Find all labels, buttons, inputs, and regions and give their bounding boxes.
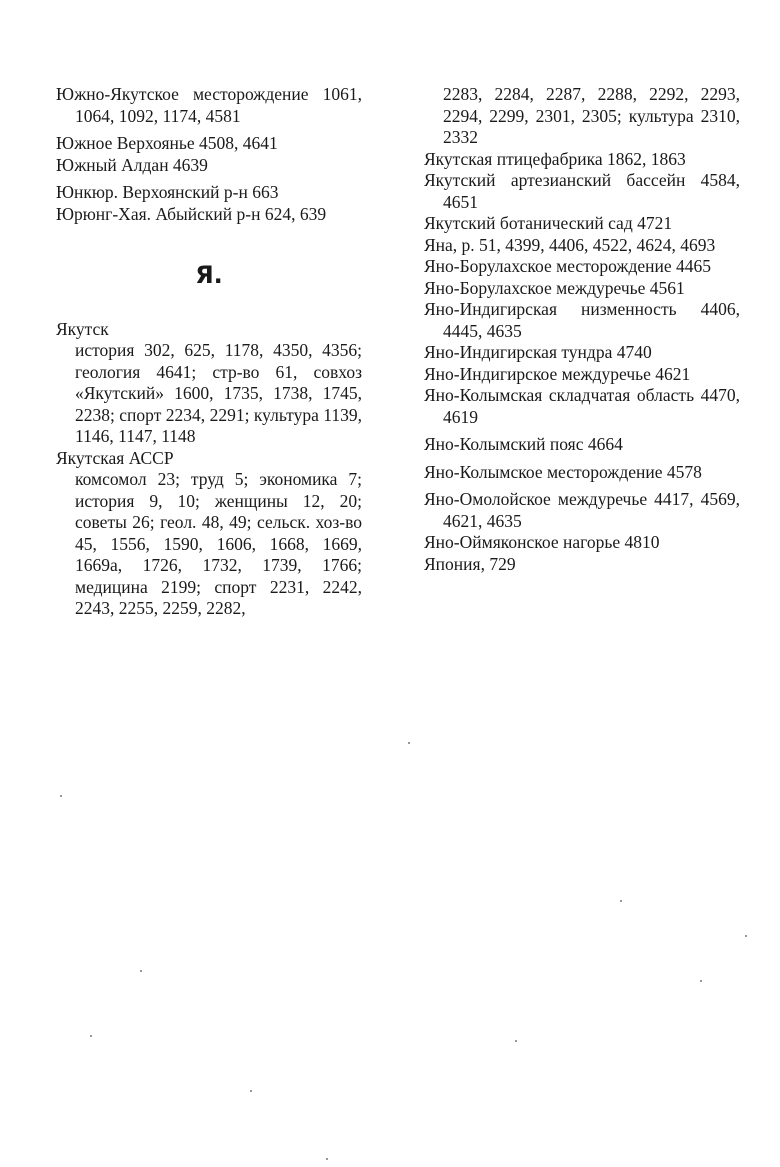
index-entry: Якутская птицефабрика 1862, 1863 [424,148,686,169]
index-entry: Юрюнг-Хая. Абыйский р-н 624, 639 [56,203,327,224]
index-entry: Южный Алдан 4639 [56,154,208,175]
index-entry: Яно-Оймяконское нагорье 4810 [424,532,660,552]
index-entry: Яно-Борулахское месторождение 4465 [424,256,712,276]
scan-speck [408,742,410,744]
scan-speck [90,1035,92,1037]
left-column [56,84,362,620]
index-entry: Яна, р. 51, 4399, 4406, 4522, 4624, 4693 [424,234,716,255]
index-entry: Япония, 729 [424,553,516,574]
scan-speck [140,970,142,972]
scan-speck [326,1158,328,1160]
scan-speck [700,980,702,982]
index-entry-yakutsk [56,319,362,448]
index-entry: Южное Верхоянье 4508, 4641 [56,133,278,153]
entry-continuation: 2283, 2284, 2287, 2288, 2292, 2293, 2294, 2299, 2301, 2305; культура 2310, 2332 [443,84,740,147]
index-entry: Якутский артезианский бассейн 4584, 4651 [424,170,740,212]
section-letter: Я. [195,261,223,289]
entry-body: комсомол 23; труд 5; экономика 7; история 9, 10; женщины 12, 20; советы 26; геол. 48, 49; сельск. хоз-во 45, 1556, 1590, 1606, 1668, 1669, 1669а, 1726, 1732, 1739, 1766; медицина 2199; спорт 2231, 2242, 2243, 2255, 2259, 2282, [75,469,362,618]
index-entry: Яно-Колымское месторождение 4578 [424,461,702,482]
index-entry: Южно-Якутское месторождение 1061, 1064, 1092, 1174, 4581 [56,84,362,126]
index-entry: Якутский ботанический сад 4721 [424,213,673,233]
entry-body: история 302, 625, 1178, 4350, 4356; геология 4641; стр-во 61, совхоз «Якутский» 1600, 1735, 1738, 1745, 2238; спорт 2234, 2291; культура 1139, 1146, 1147, 1148 [75,340,362,446]
entry-heading: Якутская АССР [56,447,174,468]
index-entry: Яно-Колымский пояс 4664 [424,434,623,454]
index-entry: Яно-Колымская складчатая область 4470, 4619 [424,385,740,427]
index-entry: Яно-Индигирская низменность 4406, 4445, 4635 [424,299,740,341]
index-entry-yakutsk-assr [56,448,362,620]
index-entry: Яно-Борулахское междуречье 4561 [424,277,685,298]
scan-speck [620,900,622,902]
index-entry: Яно-Индигирское междуречье 4621 [424,363,691,384]
index-entry: Юнкюр. Верхоянский р-н 663 [56,182,279,202]
scan-speck [745,935,747,937]
right-column [424,84,740,575]
scan-speck [515,1040,517,1042]
entry-heading: Якутск [56,318,109,339]
index-entry: Яно-Индигирская тундра 4740 [424,342,652,362]
scan-speck [60,795,62,797]
index-entry: Яно-Омолойское междуречье 4417, 4569, 4621, 4635 [424,489,740,531]
scan-speck [250,1090,252,1092]
